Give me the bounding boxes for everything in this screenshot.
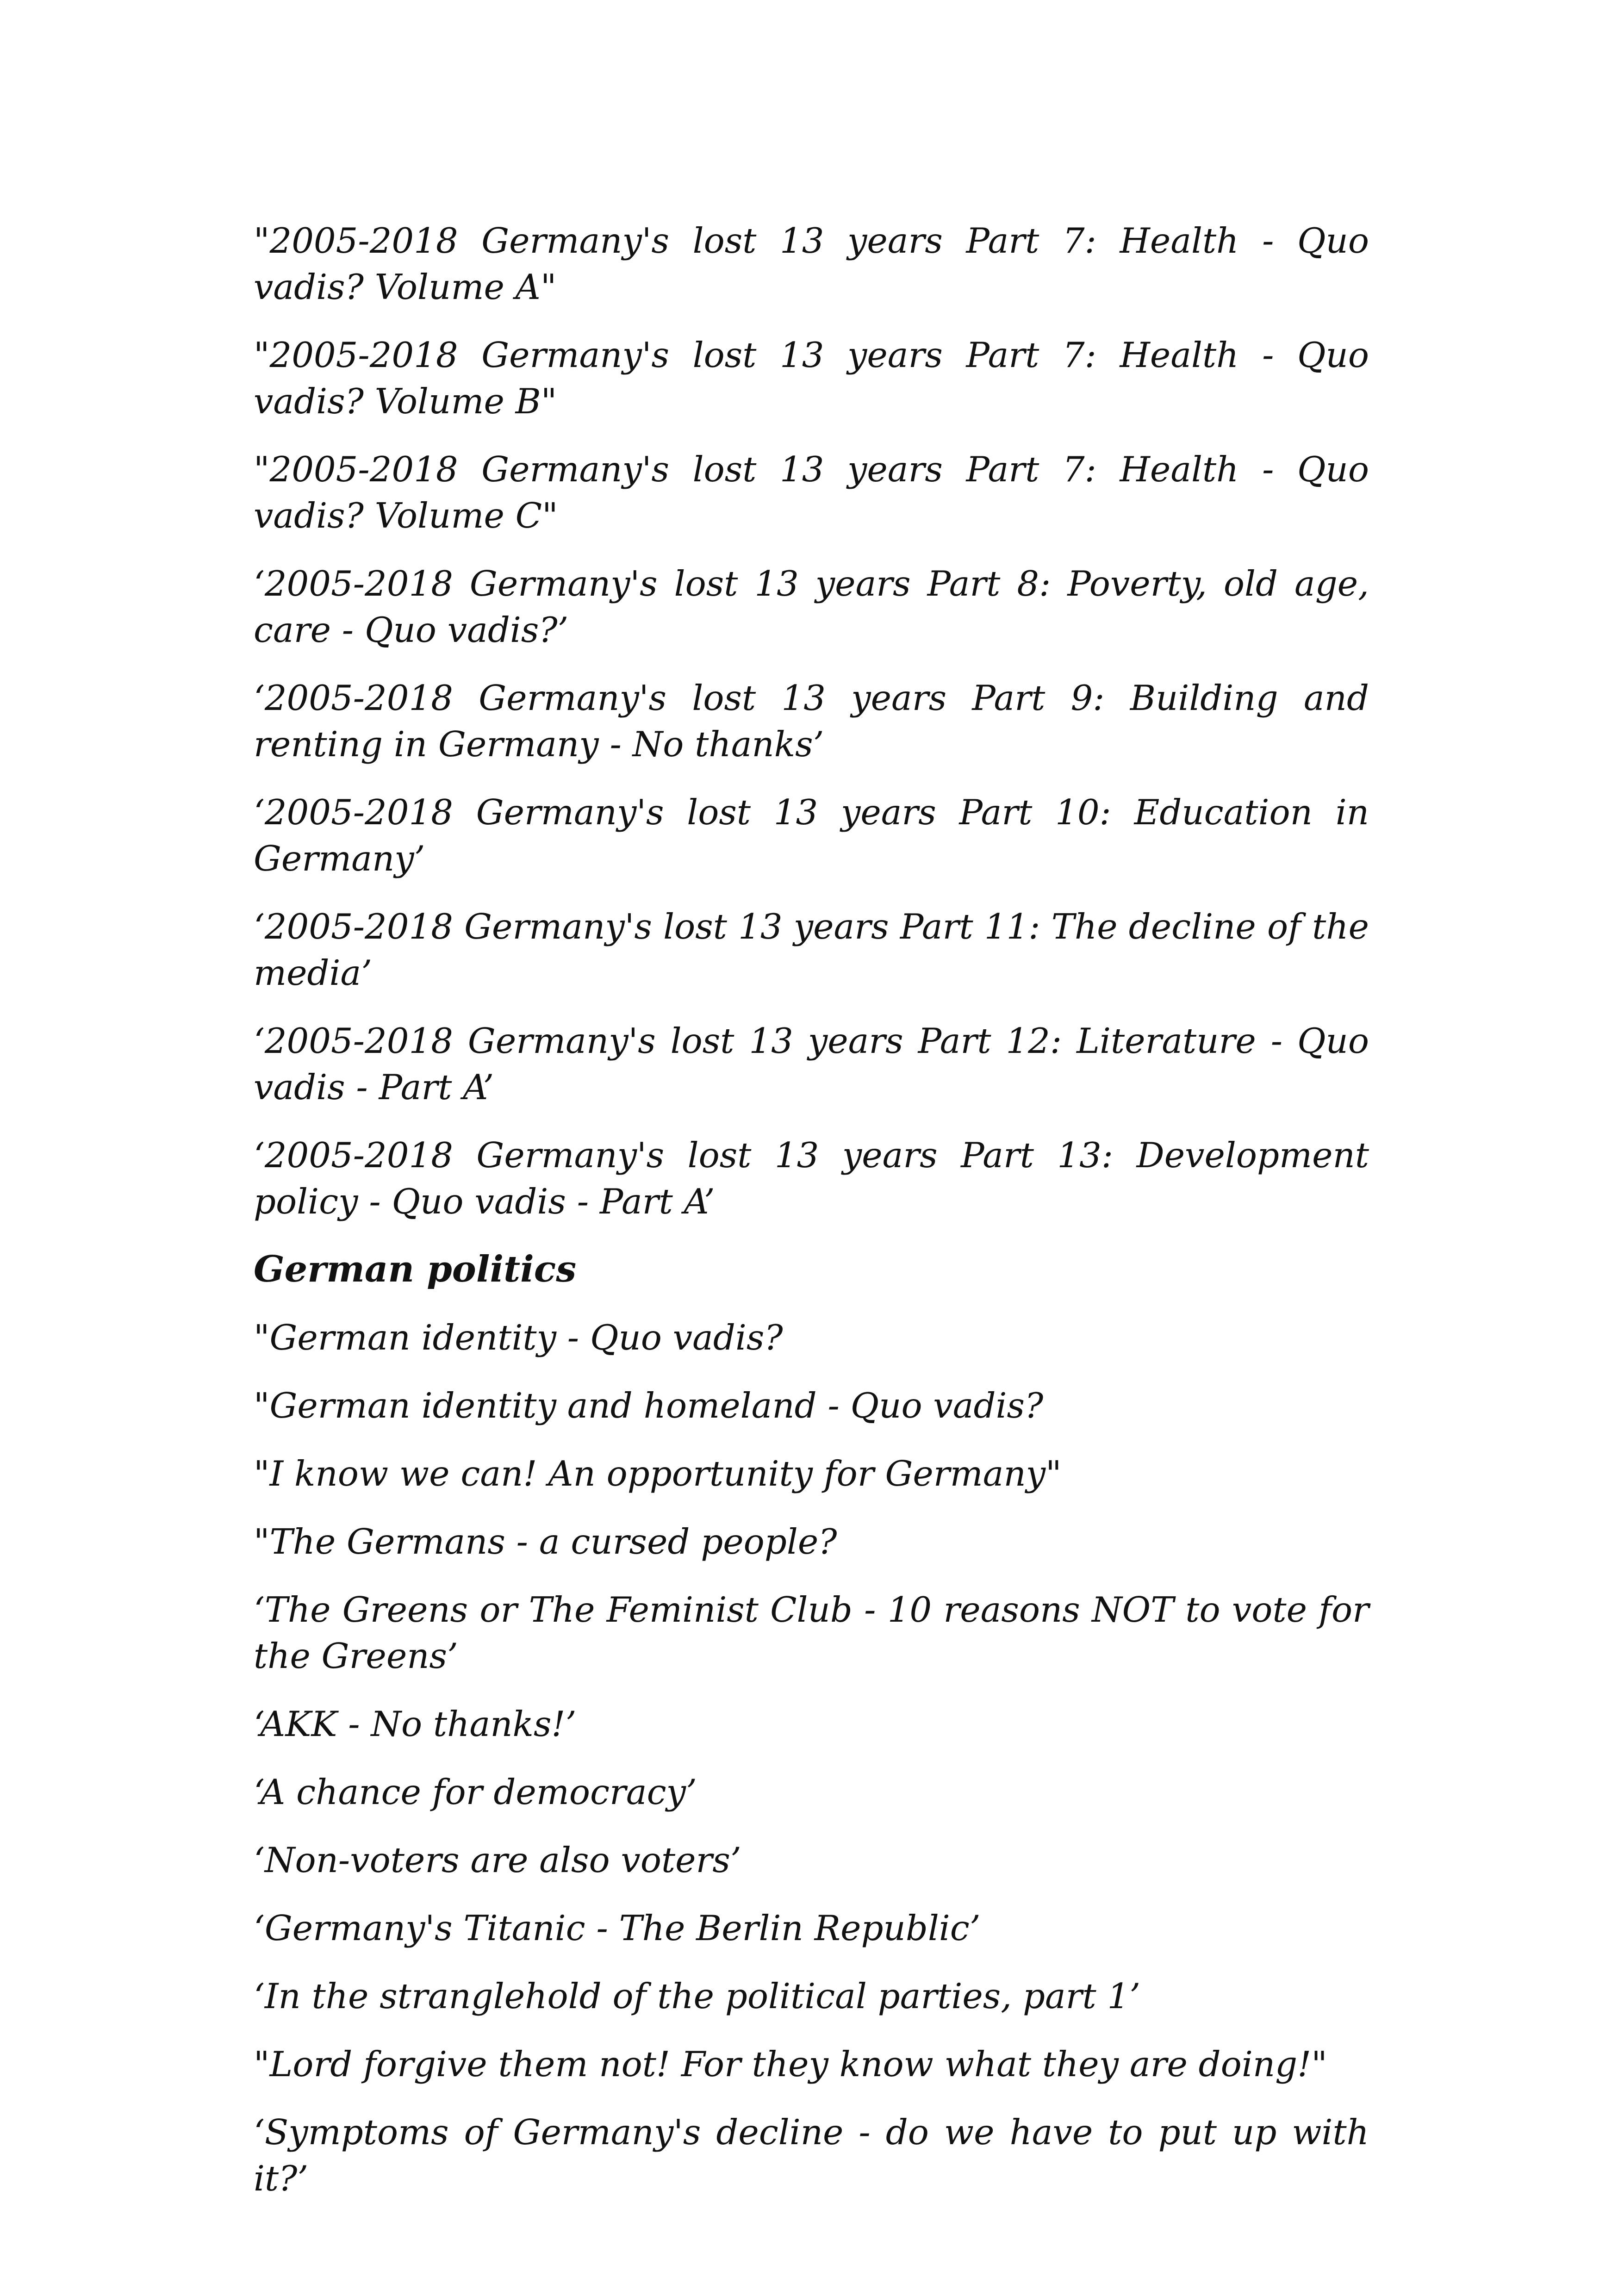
list-item: ‘AKK - No thanks!’ [254,1704,577,1744]
list-item: ‘2005-2018 Germany's lost 13 years Part 12: Literature - Quo vadis - Part A’ [254,1020,1369,1108]
book-list [254,218,1369,2223]
list-item: "2005-2018 Germany's lost 13 years Part 7: Health - Quo vadis? Volume A" [254,220,1369,307]
list-item: ‘The Greens or The Feminist Club - 10 reasons NOT to vote for the Greens’ [254,1589,1369,1676]
list-item: ‘A chance for democracy’ [254,1772,697,1812]
list-item: ‘Non-voters are also voters’ [254,1840,741,1880]
section-heading: German politics [254,1248,577,1290]
list-item: "German identity - Quo vadis? [254,1317,783,1358]
list-item: ‘2005-2018 Germany's lost 13 years Part 10: Education in Germany’ [254,792,1369,879]
list-item: ‘2005-2018 Germany's lost 13 years Part 8: Poverty, old age, care - Quo vadis?’ [254,563,1369,650]
list-item: "I know we can! An opportunity for Germany" [254,1453,1062,1494]
list-item: "Lord forgive them not! For they know what they are doing!" [254,2044,1327,2084]
list-item: ‘2005-2018 Germany's lost 13 years Part 13: Development policy - Quo vadis - Part A’ [254,1135,1369,1222]
list-item: "2005-2018 Germany's lost 13 years Part 7: Health - Quo vadis? Volume C" [254,449,1369,536]
list-item: ‘In the stranglehold of the political parties, part 1’ [254,1976,1141,2016]
list-item: "German identity and homeland - Quo vadis? [254,1385,1044,1426]
list-item: ‘2005-2018 Germany's lost 13 years Part 11: The decline of the media’ [254,906,1369,993]
list-item: ‘2005-2018 Germany's lost 13 years Part 9: Building and renting in Germany - No thanks’ [254,678,1369,765]
list-item: ‘Symptoms of Germany's decline - do we have to put up with it?’ [254,2112,1369,2199]
list-item: ‘Germany's Titanic - The Berlin Republic’ [254,1908,981,1948]
list-item: "The Germans - a cursed people? [254,1521,837,1562]
list-item: "2005-2018 Germany's lost 13 years Part 7: Health - Quo vadis? Volume B" [254,335,1369,422]
